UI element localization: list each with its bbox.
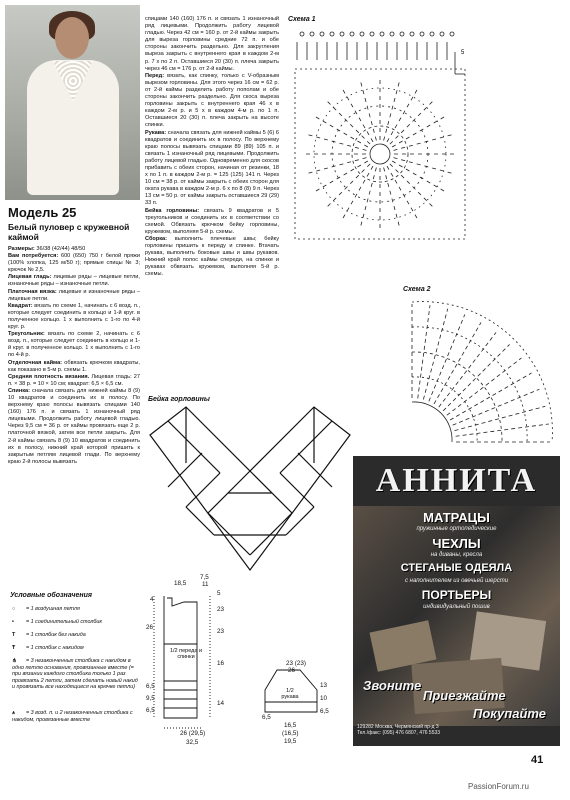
body-h3-dim: 26: [146, 624, 154, 631]
chain-mark: [400, 32, 404, 36]
body-h8-dim: 6,5: [146, 707, 155, 714]
legend-item: [12, 710, 138, 723]
sleeve-bottom3-dim: 19,5: [284, 738, 297, 745]
chain-mark: [410, 32, 414, 36]
stitch-mark: [384, 79, 401, 141]
stitch-mark: [392, 161, 447, 193]
instruction-paragraph: Платочная вязка: лицевые и изнаночные ряды – лицевые петли.: [8, 288, 140, 302]
chain-mark: [320, 32, 324, 36]
body-h2-dim: 23: [217, 606, 225, 613]
annita-advertisement: [353, 456, 560, 746]
watermark: PassionForum.ru: [468, 782, 529, 791]
chain-mark: [340, 32, 344, 36]
page-number: 41: [531, 754, 544, 766]
legend-text: = 3 незаконченных столбика с накидом в одно петлю основания, провязанные вместе (= при вязании каждого столбика только 1 раз провязать 2 петли, затем сделать новый накид и провязать все находящиеся на крючке петли): [12, 658, 138, 690]
schema-2-diagram: [402, 292, 562, 452]
ad-subline: индивидуальный пошив: [423, 604, 490, 610]
instruction-paragraph: спицами 140 (160) 176 п. и связать 1 изнаночный ряд лицевыми. Продолжить работу лицевой гладью. Через 42 см = 160 р. от 2-й каймы закрыть для выреза горловины средние 72 п. и обе стороны закончить раздельно. Для закругления выреза закрыть с внутреннего края в каждом 2-м р. 7 х по 2 п. Оставшиеся 20 (30) п. плеча закрыть через 46 см = 176 р. от 2-й каймы.: [145, 16, 279, 72]
stitch-mark: [387, 166, 419, 221]
body-neck-dim: 11: [202, 581, 209, 588]
instruction-paragraph: Рукава: сначала связать для нижней каймы 5 (6) 6 квадратов и соединить их в полосу. По верхнему краю полосы вывязать спицами 89 (89) 105 п. и связать 1 изнаночный ряд лицевыми. Продолжить работу лицевой гладью. Одновременно для скосов прибавить с обеих сторон, начиная от резинки, 18 х по 1 п. в каждом 2-м р. = 125 (125) 141 п. Через 10 см = 38 р. от каймы закрыть с обеих сторон для оката рукава в каждом 2-м р. 6 х по 8 (8) 9 п. Через 13 см = 50 р. от каймы закрыть оставшиеся 29 (29) 33 п.: [145, 129, 279, 207]
body-top-dim: 7,5: [200, 574, 209, 581]
stitch-mark: [439, 333, 496, 408]
chain-mark: [380, 32, 384, 36]
instruction-paragraph: Перед: вязать, как спинку, только с V-образным вырезом горловины. Для этого через 16 см = 62 р. от 2-й каймы разделить работу пополам и обе стороны закончить раздельно. Для скоса выреза горловины закрыть с внутреннего края 46 х в каждом 2-м р. и 5 х в каждом 4-м р. по 1 п. Оставшиеся 20 (30) п. плеча закрыть на высоте спинки.: [145, 72, 279, 129]
chain-mark: [310, 32, 314, 36]
body-h5-dim: 16: [217, 660, 225, 667]
instruction-paragraph: Спинка: сначала связать для нижней каймы 8 (9) 10 квадратов и соединить их в полосу. По верхнему краю полосы вывязать спицами 140 (160) 176 п. и связать 1 изнаночный ряд лицевыми. Продолжить работу лицевой гладью. Через 9,5 см = 36 р. от каймы провязать еще 2 р. платочной вязкой, затем все петли закрыть. Для 2-й каймы связать 8 (9) 10 квадратов и соединить их в полосу, нижний край которой пришить к закрытым петлям лицевой глади. По верхнему краю 2-й полосы вывязать: [8, 387, 140, 465]
ad-subline: пружинные ортопедические: [416, 526, 497, 532]
stitch-mark: [443, 344, 509, 410]
stitch-mark: [312, 161, 367, 193]
legend-text: = 1 столбик с накидом: [26, 645, 84, 651]
instruction-paragraph: Бейка горловины: связать 9 квадратов и 5 треугольников и соединить их в соответствии со схемой. Обвязать крючком бейку горловины, кружевом, выполняя 5-й р. схемы.: [145, 207, 280, 235]
legend-text: = 3 возд. п. и 2 незаконченных столбика с накидом, провязанные вместе: [12, 710, 133, 723]
schema-1-diagram: [283, 24, 483, 254]
ad-brand: АННИТА: [375, 462, 538, 499]
stitch-mark: [384, 168, 401, 230]
ad-product-line: ПОРТЬЕРЫ: [421, 588, 492, 602]
legend-item: [12, 645, 138, 652]
instruction-paragraph: Вам потребуется: 600 (650) 750 г белой пряжи (100% хлопка, 125 м/50 г); прямые спицы № 3; крючок № 2,5.: [8, 253, 140, 274]
model-photo: [5, 5, 140, 200]
instruction-paragraph: Квадрат: вязать по схеме 1, начинать с 6 возд. п., которые следует соединить в кольцо и 1-й круг. в полученное кольцо. 1 х выполнить с 1-го по 4-й круг. р.: [8, 302, 140, 331]
body-h6-dim: 6,5: [146, 683, 155, 690]
legend-text: = 1 воздушная петля: [26, 606, 80, 612]
ad-subline: с наполнителем из овечьей шерсти: [404, 578, 509, 584]
svg-text:5: 5: [461, 50, 465, 56]
chain-mark: [430, 32, 434, 36]
instruction-paragraph: Треугольник: вязать по схеме 2, начинать с 6 возд. п., которые следует соединить в кольцо и 1-й круг. в полученное кольцо. 1 х выполнить с 1-го по 4-й р.: [8, 331, 140, 359]
stitch-mark: [387, 86, 419, 141]
legend-item: [12, 606, 138, 613]
instruction-paragraph: Отделочная кайма: обвязать крючком квадраты, как показано в 5-м р. схемы 1.: [8, 359, 140, 373]
chain-mark: [330, 32, 334, 36]
body-bottom-dim: 26 (29,5): [180, 730, 206, 737]
sleeve-top2-dim: 26: [288, 667, 296, 674]
body-pattern-label: 1/2 переда и спинки: [169, 648, 203, 660]
legend-symbol: ○: [12, 606, 16, 612]
chain-mark: [370, 32, 374, 36]
chain-mark: [440, 32, 444, 36]
instruction-paragraph: Сборка: выполнить плечевые швы; бейку горловины пришить к переду и спинке. Втачать рукава, выполнить боковые швы и швы рукавов. Нижний край полос каймы спереди, на спинке и рукавах обвязать кружевом, выполняя 5-й р. схемы.: [145, 235, 279, 278]
chain-mark: [300, 32, 304, 36]
body-h4-dim: 23: [217, 628, 225, 635]
ad-cta-call: Звоните: [363, 678, 422, 693]
ad-product-line: СТЕГАНЫЕ ОДЕЯЛА: [400, 562, 513, 574]
stitch-mark: [312, 115, 367, 147]
instruction-paragraph: Размеры: 36/38 (42/44) 48/50: [8, 246, 86, 252]
schema-2-label: Схема 2: [403, 286, 431, 293]
sleeve-h3-dim: 6,5: [320, 708, 329, 715]
body-bottom2-dim: 32,5: [186, 739, 199, 746]
legend-symbol: Ŧ: [12, 645, 16, 651]
body-shoulder-dim: 18,5: [174, 580, 187, 587]
ad-cta-buy: Покупайте: [473, 706, 546, 721]
chain-mark: [360, 32, 364, 36]
model-title: Модель 25: [8, 205, 77, 220]
sleeve-bottom1-dim: 16,5: [284, 722, 297, 729]
legend-symbol: ⋔: [12, 658, 17, 664]
chain-mark: [350, 32, 354, 36]
ad-address: 129282 Москва, Чермянский пр-д 3 Тел./факс: (095) 476 6807, 476 5533: [357, 724, 441, 736]
legend-item: [12, 658, 138, 691]
ad-product-line: ЧЕХЛЫ: [432, 536, 481, 551]
chain-mark: [450, 32, 454, 36]
legend-symbol: T: [12, 632, 16, 638]
legend-symbol: ⩚: [12, 710, 16, 716]
model-subtitle: Белый пуловер с кружевной каймой: [8, 222, 130, 242]
ad-product-line: МАТРАЦЫ: [423, 510, 490, 525]
stitch-mark: [447, 358, 522, 415]
stitch-mark: [360, 168, 377, 230]
head-shape: [55, 17, 89, 59]
stitch-mark: [390, 99, 435, 144]
stitch-mark: [325, 164, 370, 209]
stitch-mark: [390, 164, 435, 209]
instructions-column-2: [145, 16, 279, 278]
legend-symbol: •: [12, 619, 14, 625]
stitch-mark: [341, 86, 373, 141]
chain-mark: [390, 32, 394, 36]
stitch-mark: [360, 79, 377, 141]
legend-text: = 1 столбик без накида: [26, 632, 86, 638]
sleeve-top-dim: 23 (23): [286, 660, 306, 667]
legend-title: Условные обозначения: [10, 592, 93, 599]
legend-text: = 1 соединительный столбик: [26, 619, 102, 625]
sleeve-pattern-label: 1/2 рукава: [281, 688, 299, 700]
body-left-top-dim: 4: [150, 596, 154, 603]
sleeve-bottom2-dim: (16,5): [282, 730, 299, 737]
body-h9-dim: 14: [217, 700, 225, 707]
schema-1-label: Схема 1: [288, 16, 316, 23]
neckband-diagram: [148, 405, 353, 575]
instruction-paragraph: Лицевая гладь: лицевые ряды – лицевые петли, изнаночные ряды – изнаночные петли.: [8, 274, 140, 288]
ad-subline: на диваны, кресла: [430, 552, 483, 558]
stitch-mark: [325, 99, 370, 144]
body-pattern-diagram: [142, 578, 247, 748]
body-h7-dim: 9,5: [146, 695, 155, 702]
chain-mark: [420, 32, 424, 36]
stitch-mark: [341, 166, 373, 221]
legend-item: [12, 632, 138, 639]
sleeve-h1-dim: 13: [320, 682, 328, 689]
legend-item: [12, 619, 138, 626]
sleeve-left-dim: 6,5: [262, 714, 271, 721]
instruction-paragraph: Средняя плотность вязания. Лицевая гладь: 27 п. × 38 р. = 10 × 10 см; квадрат: 6,5 × 6,5 см.: [8, 373, 140, 387]
stitch-mark: [392, 115, 447, 147]
ad-cta-come: Приезжайте: [423, 688, 506, 703]
body-h1-dim: 5: [217, 590, 221, 597]
sleeve-h2-dim: 10: [320, 695, 328, 702]
neckband-label: Бейка горловины: [148, 396, 210, 403]
instructions-column-1: [8, 246, 140, 466]
